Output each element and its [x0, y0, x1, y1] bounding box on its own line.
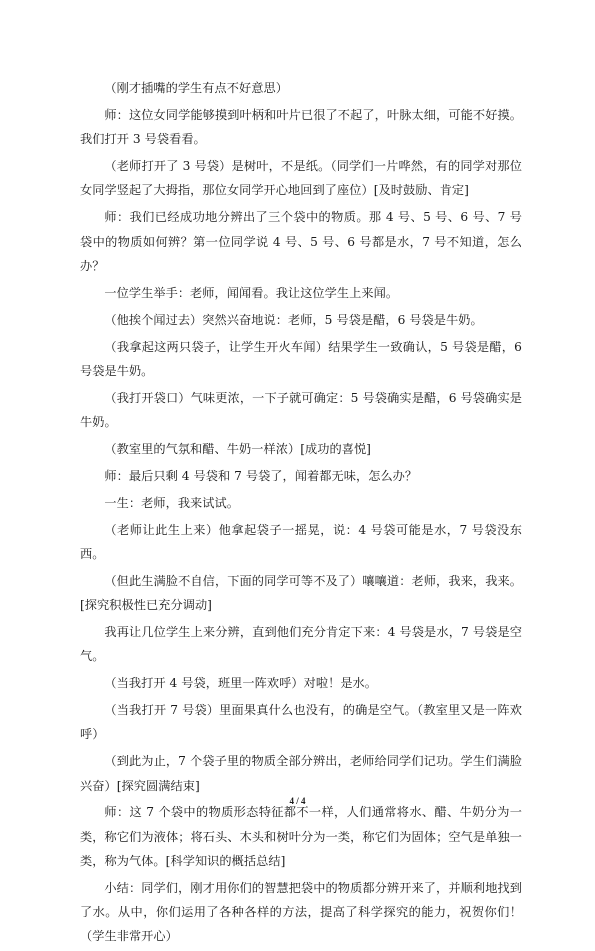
paragraph: 一生：老师，我来试试。	[104, 495, 240, 510]
paragraph: （老师打开了 3 号袋）是树叶，不是纸。（同学们一片哗然，有的同学对那位女同学竖起了大拇指，那位女同学开心地回到了座位）[及时鼓励、肯定]	[80, 159, 522, 198]
paragraph: （我打开袋口）气味更浓，一下子就可确定：5 号袋确实是醋，6 号袋确实是牛奶。	[80, 390, 522, 430]
paragraph: （但此生满脸不自信，下面的同学可等不及了）嚷嚷道：老师，我来，我来。[探究积极性已充分调动]	[80, 573, 522, 613]
paragraph: 师：我们已经成功地分辨出了三个袋中的物质。那 4 号、5 号、6 号、7 号袋中的物质如何辨？第一位同学说 4 号、5 号、6 号都是水，7 号不知道，怎么办？	[80, 210, 522, 273]
paragraph: 小结：同学们，刚才用你们的智慧把袋中的物质都分辨开来了，并顺利地找到了水。从中，你们运用了各种各样的方法，提高了科学探究的能力，祝贺你们！（学生非常开心）	[80, 880, 522, 944]
paragraph: 我再让几位学生上来分辨，直到他们充分肯定下来：4 号袋是水，7 号袋是空气。	[80, 624, 522, 664]
paragraph: （当我打开 7 号袋）里面果真什么也没有，的确是空气。（教室里又是一阵欢呼）	[80, 703, 522, 742]
page-number: 4 / 4	[289, 796, 306, 806]
paragraph: （当我打开 4 号袋，班里一阵欢呼）对啦！是水。	[104, 676, 378, 691]
paragraph: 师：最后只剩 4 号袋和 7 号袋了，闻着都无味，怎么办？	[104, 468, 418, 483]
paragraph: 一位学生举手：老师，闻闻看。我让这位学生上来闻。	[104, 285, 399, 300]
paragraph: 师：这 7 个袋中的物质形态特征都不一样，人们通常将水、醋、牛奶分为一类，称它们为液体；将石头、木头和树叶分为一类，称它们为固体；空气是单独一类，称为气体。[科学知识的概括总结]	[80, 805, 522, 868]
paragraph: （他挨个闻过去）突然兴奋地说：老师，5 号袋是醋，6 号袋是牛奶。	[104, 312, 483, 327]
paragraph: （教室里的气氛和醋、牛奶一样浓）[成功的喜悦]	[104, 441, 371, 456]
body-text	[80, 76, 522, 951]
paragraph: 师：这位女同学能够摸到叶柄和叶片已很了不起了，叶脉太细，可能不好摸。我们打开 3 号袋看看。	[80, 107, 522, 147]
paragraph: （到此为止，7 个袋子里的物质全部分辨出，老师给同学们记功。学生们满脸兴奋）[探究圆满结束]	[80, 754, 522, 793]
paragraph: （我拿起这两只袋子，让学生开火车闻）结果学生一致确认，5 号袋是醋，6 号袋是牛奶。	[80, 339, 522, 378]
paragraph: （老师让此生上来）他拿起袋子一摇晃，说：4 号袋可能是水，7 号袋没东西。	[80, 522, 522, 561]
paragraph: （刚才插嘴的学生有点不好意思）	[104, 81, 288, 95]
